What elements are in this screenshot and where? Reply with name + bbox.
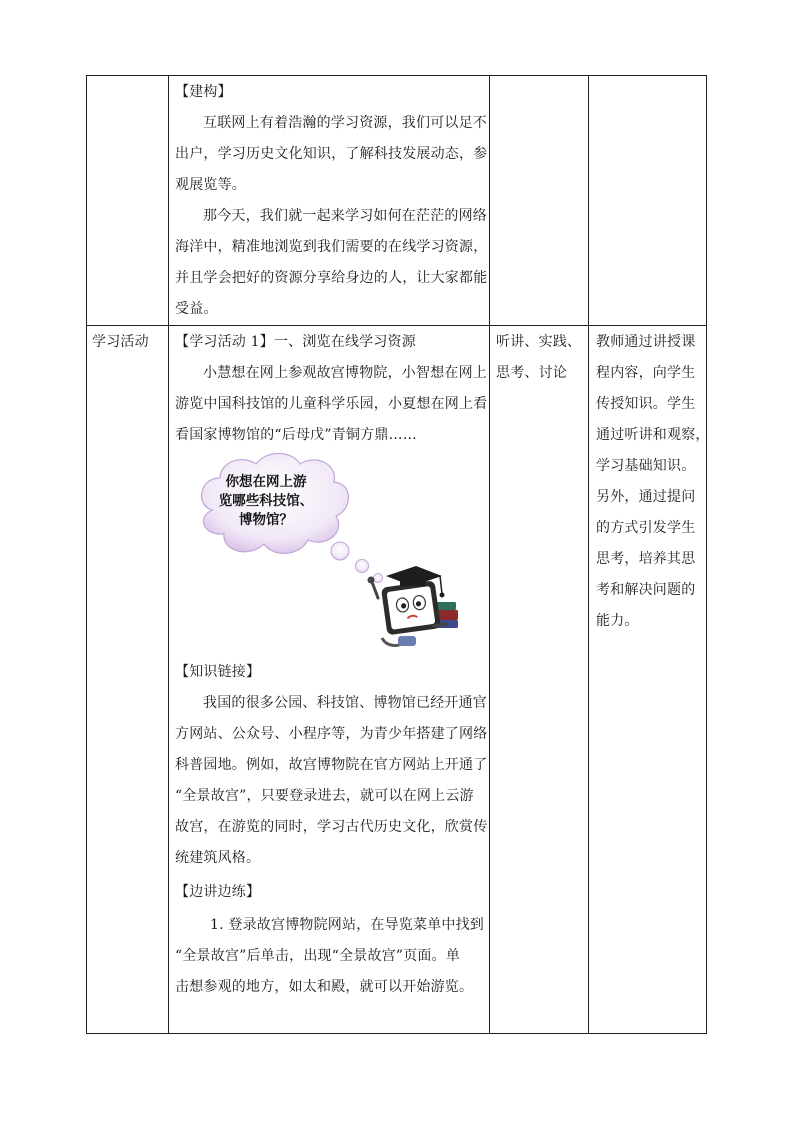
bubble-line2: 览哪些科技馆、 — [218, 493, 314, 509]
thought-dot-medium — [356, 560, 369, 573]
activity-intro-line1: 小慧想在网上参观故宫博物院，小智想在网上 — [203, 365, 487, 381]
knowledge-line5: 故宫，在游览的同时，学习古代历史文化，欣赏传 — [175, 819, 488, 835]
activity-intro-line2: 游览中国科技馆的儿童科学乐园，小夏想在网上看 — [175, 396, 488, 412]
knowledge-line1: 我国的很多公园、科技馆、博物馆已经开通官 — [203, 695, 487, 711]
design-intent-line2: 程内容，向学生 — [596, 365, 696, 381]
construct-para2-line2: 海洋中，精准地浏览到我们需要的在线学习资源， — [175, 239, 488, 255]
construct-para2-line4: 受益。 — [175, 301, 218, 317]
design-intent-line1: 教师通过讲授课 — [596, 334, 696, 350]
thought-dot-small — [374, 574, 383, 583]
knowledge-line3: 科普园地。例如，故宫博物院在官方网站上开通了 — [175, 757, 488, 773]
bubble-line3: 博物馆？ — [239, 512, 293, 528]
design-intent-line9: 考和解决问题的 — [596, 582, 696, 598]
table-border-right — [706, 75, 707, 1034]
table-border-bottom — [86, 1033, 707, 1034]
row-label-learning-activity: 学习活动 — [92, 334, 149, 350]
design-intent-line8: 思考，培养其思 — [596, 551, 696, 567]
table-border-top — [86, 75, 707, 76]
bubble-line1: 你想在网上游 — [225, 474, 307, 490]
design-intent-line7: 的方式引发学生 — [596, 520, 696, 536]
construct-para2-line1: 那今天，我们就一起来学习如何在茫茫的网络 — [203, 208, 487, 224]
construct-para2-line3: 并且学会把好的资源分享给身边的人，让大家都能 — [175, 270, 488, 286]
practice-line1: 1. 登录故宫博物院网站，在导览菜单中找到 — [210, 917, 485, 933]
student-activity-line2: 思考、讨论 — [496, 365, 567, 381]
design-intent-line3: 传授知识。学生 — [596, 396, 696, 412]
construct-para1-line3: 观展览等。 — [175, 177, 246, 193]
design-intent-line5: 学习基础知识。 — [596, 458, 696, 474]
design-intent-line4: 通过听讲和观察， — [596, 427, 710, 443]
column-divider-1 — [168, 75, 169, 1034]
practice-line2: “全景故宫”后单击，出现“全景故宫”页面。单 — [175, 948, 461, 964]
design-intent-line6: 另外，通过提问 — [596, 489, 696, 505]
knowledge-line2: 方网站、公众号、小程序等，为青少年搭建了网络 — [175, 726, 488, 742]
activity-intro-line3: 看国家博物馆的“后母戊”青铜方鼎…… — [175, 427, 417, 443]
design-intent-line10: 能力。 — [596, 613, 639, 629]
practice-line3: 击想参观的地方，如太和殿，就可以开始游览。 — [175, 979, 474, 995]
student-activity-line1: 听讲、实践、 — [496, 334, 582, 350]
knowledge-line6: 统建筑风格。 — [175, 850, 261, 866]
construct-para1-line2: 出户，学习历史文化知识，了解科技发展动态，参 — [175, 146, 488, 162]
thought-dot-large — [331, 542, 349, 560]
column-divider-3 — [588, 75, 589, 1034]
column-divider-2 — [489, 75, 490, 1034]
practice-heading: 【边讲边练】 — [175, 884, 261, 900]
table-border-left — [86, 75, 87, 1034]
construct-para1-line1: 互联网上有着浩瀚的学习资源，我们可以足不 — [203, 115, 487, 131]
row-divider — [86, 325, 707, 326]
knowledge-line4: “全景故宫”，只要登录进去，就可以在网上云游 — [175, 788, 474, 804]
knowledge-heading: 【知识链接】 — [175, 664, 261, 680]
section-heading-construct: 【建构】 — [175, 84, 232, 100]
activity-title: 【学习活动 1】一、浏览在线学习资源 — [175, 334, 416, 350]
